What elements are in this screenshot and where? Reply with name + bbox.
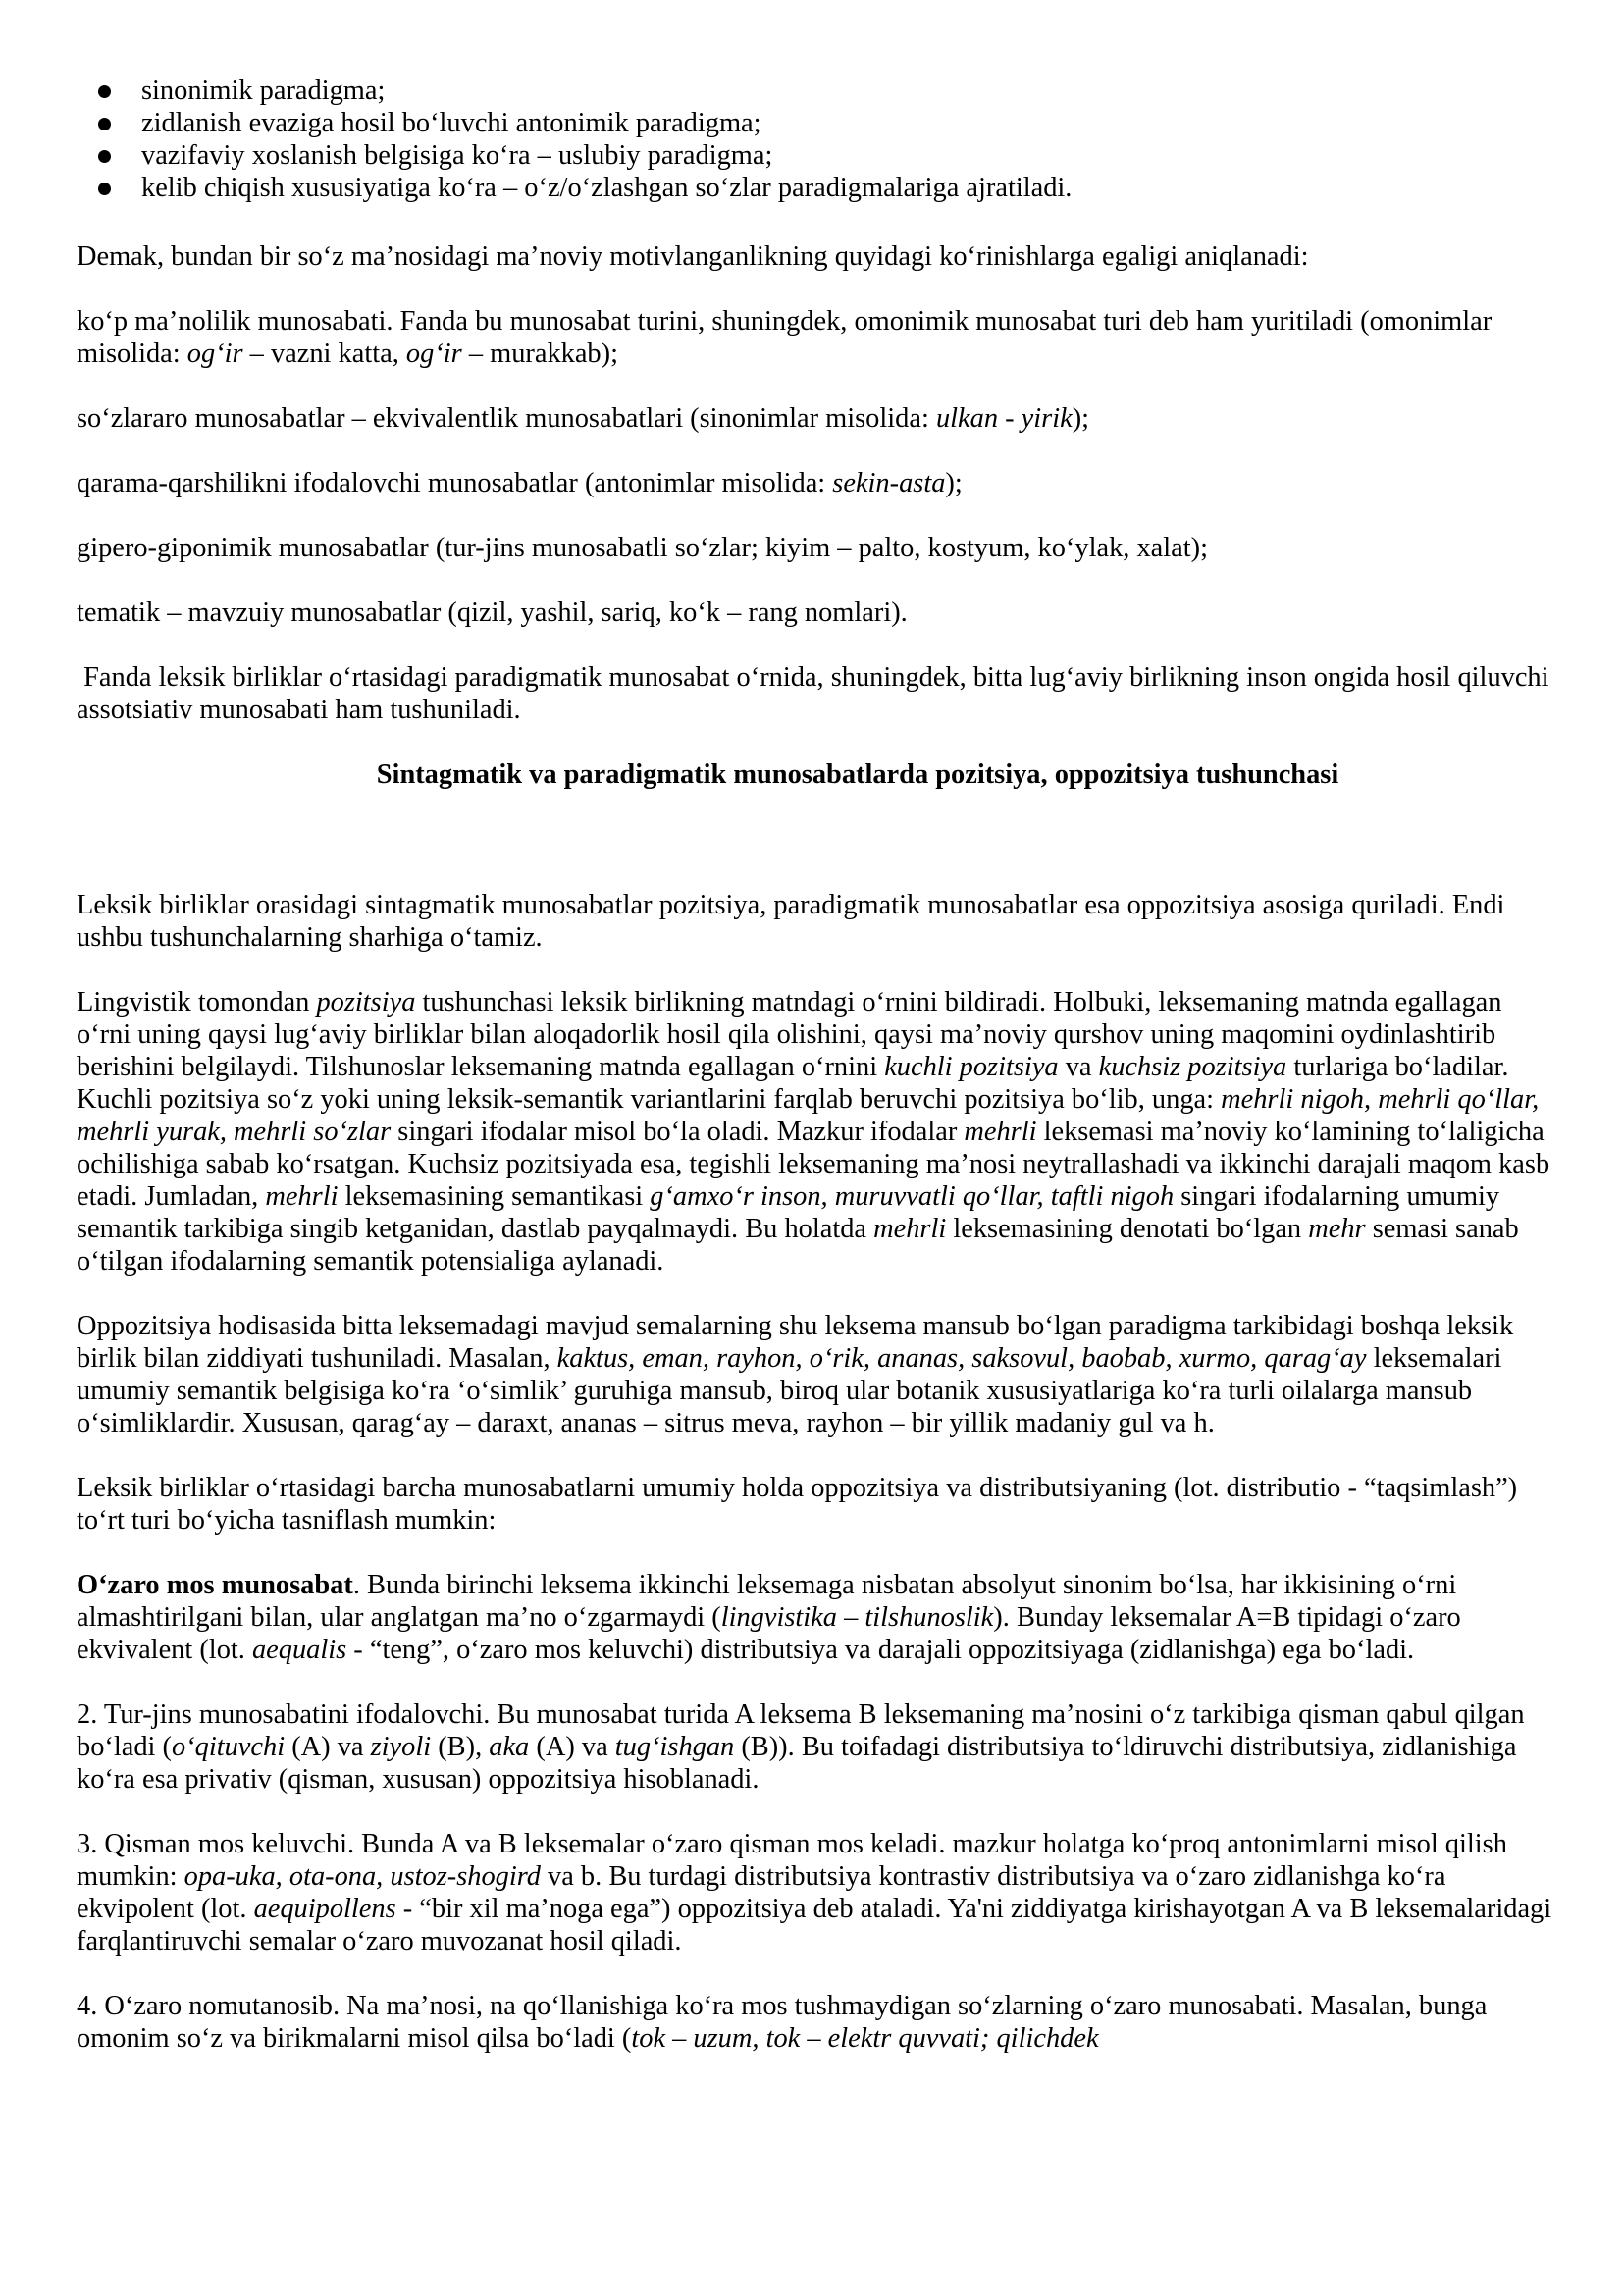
paragraph-antonymy: qarama-qarshilikni ifodalovchi munosabatlar (antonimlar misolida: sekin-asta); — [77, 468, 963, 498]
paradigm-bullet-list — [77, 75, 1560, 204]
paragraph-motivation: Demak, bundan bir so‘z ma’nosidagi ma’noviy motivlanganlikning quyidagi ko‘rinishlarga egaligi aniqlanadi: — [77, 241, 1309, 272]
bullet-dot-icon — [98, 85, 111, 98]
paragraph-opposition: Oppozitsiya hodisasida bitta leksemadagi mavjud semalarning shu leksema mansub bo‘lgan paradigma tarkibidagi boshqa leksik birlik bilan ziddiyati tushuniladi. Masalan, kaktus, eman, rayhon, o‘rik, ananas, saksovul, baobab, xurmo, qarag‘ay leksemalari umumiy semantik belgisiga ko‘ra ‘o‘simlik’ guruhiga mansub, biroq ular botanik xususiyatlariga ko‘ra turli oilalarga mansub o‘simliklardir. Xususan, qarag‘ay – daraxt, ananas – sitrus meva, rayhon – bir yillik madaniy gul va h. — [77, 1311, 1514, 1438]
paragraph-distribution: Leksik birliklar o‘rtasidagi barcha munosabatlarni umumiy holda oppozitsiya va distributsiyaning (lot. distributio - “taqsimlash”) to‘rt turi bo‘yicha tasniflash mumkin: — [77, 1473, 1518, 1536]
paragraph-type-1: O‘zaro mos munosabat. Bunda birinchi leksema ikkinchi leksemaga nisbatan absolyut sinonim bo‘lsa, har ikkisining o‘rni almashtirilgani bilan, ular anglatgan ma’no o‘zgarmaydi (lingvistika – tilshunoslik). Bunday leksemalar A=B tipidagi o‘zaro ekvivalent (lot. aequalis - “teng”, o‘zaro mos keluvchi) distributsiya va darajali oppozitsiyaga (zidlanishga) ega bo‘ladi. — [77, 1570, 1461, 1665]
bullet-item: zidlanish evaziga hosil bo‘luvchi antonimik paradigma; — [77, 107, 1560, 139]
bullet-dot-icon — [98, 183, 111, 195]
paragraph-thematic: tematik – mavzuiy munosabatlar (qizil, yashil, sariq, ko‘k – rang nomlari). — [77, 598, 908, 628]
paragraph-synonymy: so‘zlararo munosabatlar – ekvivalentlik munosabatlari (sinonimlar misolida: ulkan - yirik); — [77, 403, 1090, 434]
bullet-dot-icon — [98, 118, 111, 130]
paragraph-hyponymy: gipero-giponimik munosabatlar (tur-jins munosabatli so‘zlar; kiyim – palto, kostyum, ko‘ylak, xalat); — [77, 533, 1208, 563]
paragraph-position: Lingvistik tomondan pozitsiya tushunchasi leksik birlikning matndagi o‘rnini bildiradi. Holbuki, leksemaning matnda egallagan o‘rni uning qaysi lug‘aviy birliklar bilan aloqadorlik hosil qila olishini, qaysi ma’noviy qurshov uning maqomini oydinlashtirib berishini belgilaydi. Tilshunoslar leksemaning matnda egallagan o‘rnini kuchli pozitsiya va kuchsiz pozitsiya turlariga bo‘ladilar. Kuchli pozitsiya so‘z yoki uning leksik-semantik variantlarini farqlab beruvchi pozitsiya bo‘lib, unga: mehrli nigoh, mehrli qo‘llar, mehrli yurak, mehrli so‘zlar singari ifodalar misol bo‘la oladi. Mazkur ifodalar mehrli leksemasi ma’noviy ko‘lamining to‘laligicha ochilishiga sabab ko‘rsatgan. Kuchsiz pozitsiyada esa, tegishli leksemaning ma’nosi neytrallashadi va ikkinchi darajali maqom kasb etadi. Jumladan, mehrli leksemasining semantikasi g‘amxo‘r inson, muruvvatli qo‘llar, taftli nigoh singari ifodalarning umumiy semantik tarkibiga singib ketganidan, dastlab payqalmaydi. Bu holatda mehrli leksemasining denotati bo‘lgan mehr semasi sanab o‘tilgan ifodalarning semantik potensialiga aylanadi. — [77, 987, 1550, 1277]
bullet-item: vazifaviy xoslanish belgisiga ko‘ra – uslubiy paradigma; — [77, 139, 1560, 172]
paragraph-associative: Fanda leksik birliklar o‘rtasidagi paradigmatik munosabat o‘rnida, shuningdek, bitta lug‘aviy birlikning inson ongida hosil qiluvchi assotsiativ munosabati ham tushuniladi. — [77, 662, 1556, 725]
paragraph-polysemy: ko‘p ma’nolilik munosabati. Fanda bu munosabat turini, shuningdek, omonimik munosabat turi deb ham yuritiladi (omonimlar misolida: og‘ir – vazni katta, og‘ir – murakkab); — [77, 306, 1493, 369]
paragraph-type-4: 4. O‘zaro nomutanosib. Na ma’nosi, na qo‘llanishiga ko‘ra mos tushmaydigan so‘zlarning o‘zaro munosabati. Masalan, bunga omonim so‘z va birikmalarni misol qilsa bo‘ladi (tok – uzum, tok – elektr quvvati; qilichdek — [77, 1991, 1488, 2054]
paragraph-type-3: 3. Qisman mos keluvchi. Bunda A va B leksemalar o‘zaro qisman mos keladi. mazkur holatga ko‘proq antonimlarni misol qilish mumkin: opa-uka, ota-ona, ustoz-shogird va b. Bu turdagi distributsiya kontrastiv distributsiya va o‘zaro zidlanishga ko‘ra ekvipolent (lot. aequipollens - “bir xil ma’noga ega”) oppozitsiya deb ataladi. Ya'ni ziddiyatga kirishayotgan A va B leksemalaridagi farqlantiruvchi semalar o‘zaro muvozanat hosil qiladi. — [77, 1829, 1552, 1956]
bullet-item: sinonimik paradigma; — [77, 75, 1560, 107]
bullet-dot-icon — [98, 150, 111, 163]
paragraph-intro: Leksik birliklar orasidagi sintagmatik munosabatlar pozitsiya, paradigmatik munosabatlar esa oppozitsiya asosiga quriladi. Endi ushbu tushunchalarning sharhiga o‘tamiz. — [77, 890, 1505, 953]
section-spacer — [77, 791, 1560, 889]
section-heading: Sintagmatik va paradigmatik munosabatlarda pozitsiya, oppozitsiya tushunchasi — [376, 759, 1339, 790]
document-page — [77, 75, 1560, 2055]
paragraph-type-2: 2. Tur-jins munosabatini ifodalovchi. Bu munosabat turida A leksema B leksemaning ma’nosini o‘z tarkibiga qisman qabul qilgan bo‘ladi (o‘qituvchi (A) va ziyoli (B), aka (A) va tug‘ishgan (B)). Bu toifadagi distributsiya to‘ldiruvchi distributsiya, zidlanishiga ko‘ra esa privativ (qisman, xususan) oppozitsiya hisoblanadi. — [77, 1699, 1525, 1795]
bullet-item: kelib chiqish xususiyatiga ko‘ra – o‘z/o‘zlashgan so‘zlar paradigmalariga ajratiladi. — [77, 172, 1560, 204]
